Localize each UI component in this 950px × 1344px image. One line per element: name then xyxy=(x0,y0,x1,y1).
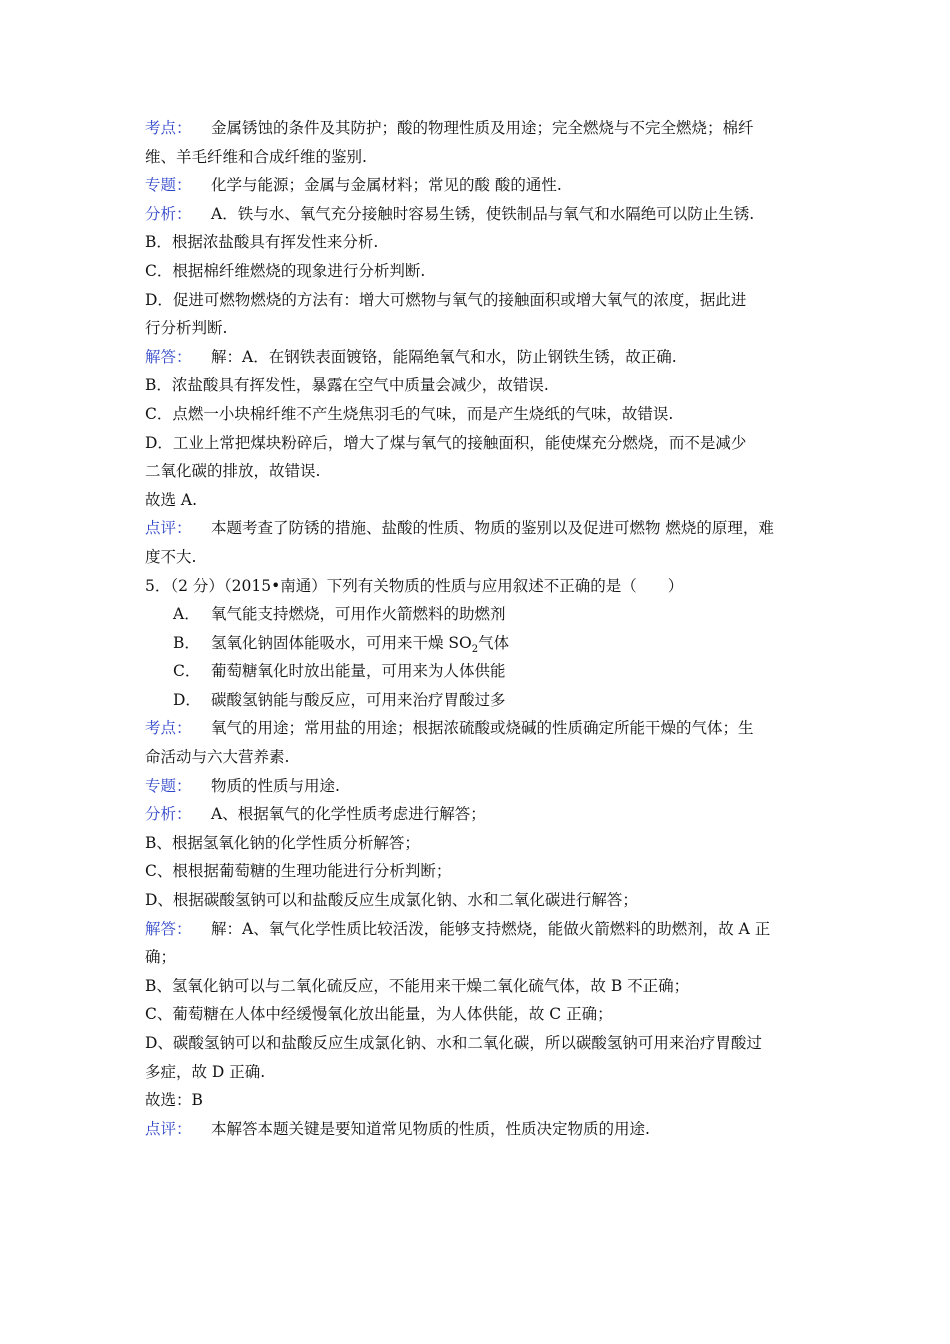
q5-fenxi-label: 分析： xyxy=(145,805,192,824)
q5-jieda-line-c: C、葡萄糖在人体中经缓慢氧化放出能量，为人体供能，故 C 正确； xyxy=(145,1005,613,1024)
q5-option-d-key: D． xyxy=(173,690,201,709)
q4-jieda-text: 解：A．在钢铁表面镀铬，能隔绝氧气和水，防止钢铁生锈，故正确. xyxy=(211,347,677,366)
q4-kaodian-line2: 维、羊毛纤维和合成纤维的鉴别. xyxy=(145,147,367,166)
q5-option-d xyxy=(145,686,813,715)
q5-option-c-key: C． xyxy=(173,662,201,681)
q5-zhuanti-line xyxy=(145,772,813,801)
q5-jieda-line-d: D、碳酸氢钠可以和盐酸反应生成氯化钠、水和二氧化碳，所以碳酸氢钠可用来治疗胃酸过 xyxy=(145,1034,762,1052)
q5-jieda-line xyxy=(145,915,813,944)
q5-stem: 5．（2 分）（2015•南通）下列有关物质的性质与应用叙述不正确的是（ ） xyxy=(145,576,684,595)
q4-fenxi-line-b: B．根据浓盐酸具有挥发性来分析. xyxy=(145,233,379,252)
q4-dianping-label: 点评： xyxy=(145,519,192,538)
q5-option-c-text: 葡萄糖氧化时放出能量，可用来为人体供能 xyxy=(211,662,506,681)
q4-fenxi-line xyxy=(145,200,813,229)
q4-fenxi-line-c: C．根据棉纤维燃烧的现象进行分析判断. xyxy=(145,261,426,280)
q4-fenxi-label: 分析： xyxy=(145,204,192,223)
q4-kaodian-text: 金属锈蚀的条件及其防护；酸的物理性质及用途；完全燃烧与不完全燃烧；棉纤 xyxy=(211,119,754,137)
q4-jieda-label: 解答： xyxy=(145,347,192,366)
q5-jieda-line-d2: 多症，故 D 正确. xyxy=(145,1062,266,1081)
q5-fenxi-line-c: C、根根据葡萄糖的生理功能进行分析判断； xyxy=(145,862,452,881)
q5-jieda-text: 解：A、氧气化学性质比较活泼，能够支持燃烧，能做火箭燃料的助燃剂，故 A 正 xyxy=(211,919,771,938)
q5-jieda-line-b: B、氢氧化钠可以与二氧化硫反应，不能用来干燥二氧化硫气体，故 B 不正确； xyxy=(145,976,690,995)
q4-fenxi-text: A．铁与水、氧气充分接触时容易生锈，使铁制品与氧气和水隔绝可以防止生锈. xyxy=(211,204,755,223)
q4-kaodian-line xyxy=(145,114,813,143)
q5-kaodian-label: 考点： xyxy=(145,719,192,738)
q5-option-b xyxy=(145,629,813,658)
q5-zhuanti-text: 物质的性质与用途. xyxy=(211,776,340,795)
q4-jieda-line xyxy=(145,343,813,372)
q4-jieda-line-d: D．工业上常把煤块粉碎后，增大了煤与氧气的接触面积，能使煤充分燃烧，而不是减少 xyxy=(145,433,747,452)
q5-zhuanti-label: 专题： xyxy=(145,776,192,795)
q5-option-b-text-end: 气体 xyxy=(478,633,510,652)
q5-option-a-text: 氧气能支持燃烧，可用作火箭燃料的助燃剂 xyxy=(211,605,506,624)
q4-jieda-line-c: C．点燃一小块棉纤维不产生烧焦羽毛的气味，而是产生烧纸的气味，故错误. xyxy=(145,404,674,423)
q5-jieda-line-a2: 确； xyxy=(145,948,177,967)
q4-fenxi-line-d2: 行分析判断. xyxy=(145,319,228,338)
q4-jieda-answer: 故选 A. xyxy=(145,490,198,509)
q5-fenxi-line-d: D、根据碳酸氢钠可以和盐酸反应生成氯化钠、水和二氧化碳进行解答； xyxy=(145,891,638,910)
q4-zhuanti-text: 化学与能源；金属与金属材料；常见的酸 酸的通性. xyxy=(211,176,562,195)
q4-jieda-line-b: B．浓盐酸具有挥发性，暴露在空气中质量会减少，故错误. xyxy=(145,376,549,395)
q5-option-a-key: A． xyxy=(173,605,200,624)
q5-jieda-answer: 故选：B xyxy=(145,1091,203,1110)
q5-option-b-subscript: 2 xyxy=(471,643,479,655)
q5-option-a xyxy=(145,600,813,629)
q5-option-c xyxy=(145,657,813,686)
q5-kaodian-text: 氧气的用途；常用盐的用途；根据浓硫酸或烧碱的性质确定所能干燥的气体；生 xyxy=(211,719,754,738)
q5-dianping-label: 点评： xyxy=(145,1119,192,1138)
q4-dianping-line2: 度不大. xyxy=(145,547,197,566)
q5-fenxi-line xyxy=(145,800,813,829)
document-page xyxy=(145,114,813,1143)
q5-fenxi-text: A、根据氧气的化学性质考虑进行解答； xyxy=(211,805,486,824)
q5-dianping-line xyxy=(145,1115,813,1144)
q4-dianping-line xyxy=(145,514,813,543)
q5-option-b-text: 氢氧化钠固体能吸水，可用来干燥 SO xyxy=(211,633,472,652)
q4-zhuanti-line xyxy=(145,171,813,200)
q5-kaodian-line xyxy=(145,714,813,743)
q4-kaodian-label: 考点： xyxy=(145,119,192,137)
q5-dianping-text: 本解答本题关键是要知道常见物质的性质，性质决定物质的用途. xyxy=(211,1119,650,1138)
q4-fenxi-line-d: D．促进可燃物燃烧的方法有：增大可燃物与氧气的接触面积或增大氧气的浓度，据此进 xyxy=(145,290,747,309)
q5-kaodian-line2: 命活动与六大营养素. xyxy=(145,748,290,767)
q5-fenxi-line-b: B、根据氢氧化钠的化学性质分析解答； xyxy=(145,833,420,852)
q5-jieda-label: 解答： xyxy=(145,919,192,938)
q5-option-b-key: B． xyxy=(173,633,200,652)
q4-jieda-line-d2: 二氧化碳的排放，故错误. xyxy=(145,462,321,481)
q5-option-d-text: 碳酸氢钠能与酸反应，可用来治疗胃酸过多 xyxy=(211,690,506,709)
q4-dianping-text: 本题考查了防锈的措施、盐酸的性质、物质的鉴别以及促进可燃物 燃烧的原理，难 xyxy=(211,519,774,538)
q4-zhuanti-label: 专题： xyxy=(145,176,192,195)
